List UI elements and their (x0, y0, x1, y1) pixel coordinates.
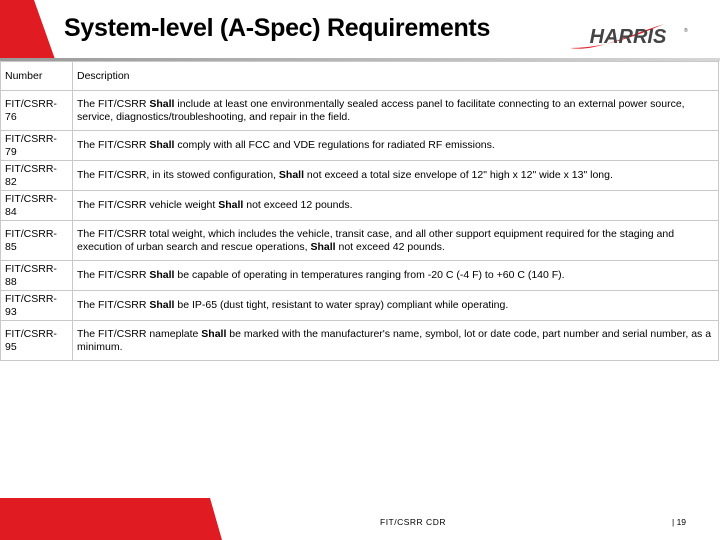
footer-label: FIT/CSRR CDR (380, 517, 446, 527)
requirement-number: FIT/CSRR-76 (1, 91, 73, 131)
page-title: System-level (A-Spec) Requirements (64, 14, 491, 42)
header-accent-shape (0, 0, 56, 62)
svg-text:HARRIS: HARRIS (589, 26, 667, 48)
requirement-description: The FIT/CSRR total weight, which includes the vehicle, transit case, and all other support equipment required for the staging and execution of urban search and rescue operations, Shall not exceed 42 pounds. (73, 221, 719, 261)
footer-accent-shape (0, 498, 222, 540)
svg-text:®: ® (684, 28, 688, 34)
requirement-description: The FIT/CSRR Shall be IP-65 (dust tight, resistant to water spray) compliant while operating. (73, 291, 719, 321)
requirement-number: FIT/CSRR-79 (1, 131, 73, 161)
requirement-description: The FIT/CSRR, in its stowed configuration, Shall not exceed a total size envelope of 12" high x 12" wide x 13" long. (73, 161, 719, 191)
table-row (1, 131, 719, 161)
requirement-description: The FIT/CSRR vehicle weight Shall not exceed 12 pounds. (73, 191, 719, 221)
requirement-number: FIT/CSRR-95 (1, 321, 73, 361)
table-row (1, 191, 719, 221)
table-row (1, 91, 719, 131)
requirements-table (0, 61, 719, 361)
requirement-number: FIT/CSRR-82 (1, 161, 73, 191)
table-row (1, 221, 719, 261)
table-header-row (1, 62, 719, 91)
requirement-number: FIT/CSRR-88 (1, 261, 73, 291)
column-header-description: Description (73, 62, 719, 91)
requirement-description: The FIT/CSRR nameplate Shall be marked with the manufacturer's name, symbol, lot or date code, part number and serial number, as a minimum. (73, 321, 719, 361)
requirement-number: FIT/CSRR-93 (1, 291, 73, 321)
harris-logo (566, 18, 690, 56)
table-row (1, 291, 719, 321)
page-number: | 19 (672, 517, 687, 527)
requirement-number: FIT/CSRR-85 (1, 221, 73, 261)
requirement-description: The FIT/CSRR Shall be capable of operating in temperatures ranging from -20 C (-4 F) to +60 C (140 F). (73, 261, 719, 291)
table-row (1, 161, 719, 191)
requirement-description: The FIT/CSRR Shall comply with all FCC and VDE regulations for radiated RF emissions. (73, 131, 719, 161)
requirement-description: The FIT/CSRR Shall include at least one environmentally sealed access panel to facilitate connecting to an external power source, service, diagnostics/troubleshooting, and repair in the field. (73, 91, 719, 131)
requirement-number: FIT/CSRR-84 (1, 191, 73, 221)
table-row (1, 321, 719, 361)
table-row (1, 261, 719, 291)
column-header-number: Number (1, 62, 73, 91)
